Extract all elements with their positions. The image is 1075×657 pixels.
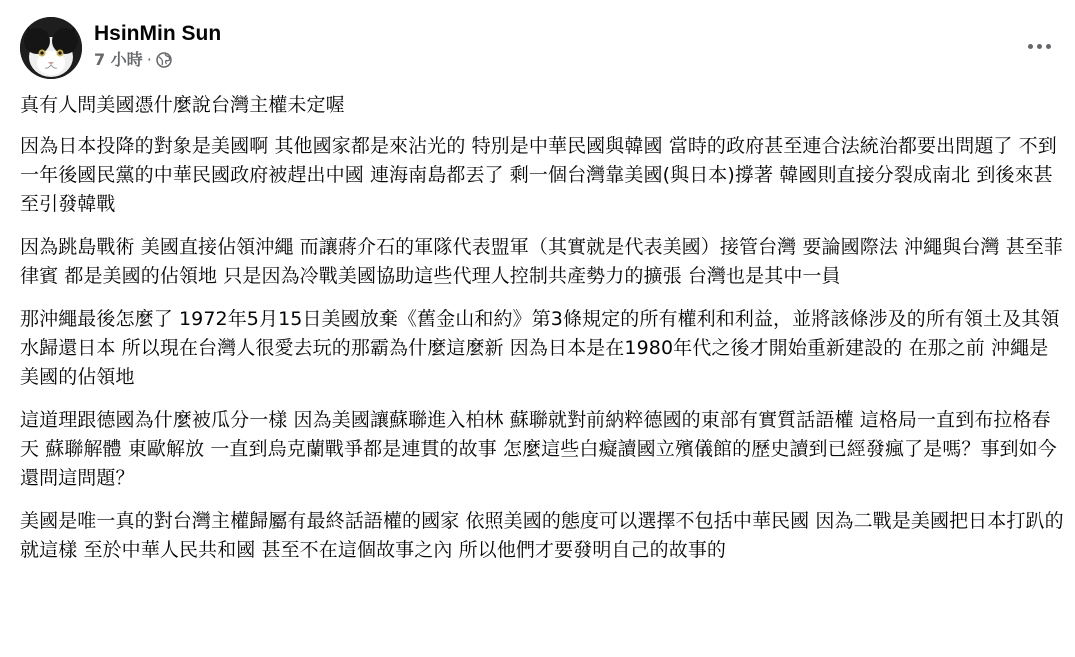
author-avatar[interactable] xyxy=(20,17,82,79)
post-paragraph: 因為跳島戰術 美國直接佔領沖繩 而讓蔣介石的軍隊代表盟軍（其實就是代表美國）接管台灣 要論國際法 沖繩與台灣 甚至菲律賓 都是美國的佔領地 只是因為冷戰美國協助這些代理人控制共產勢力的擴張 台灣也是其中一員 xyxy=(20,236,1064,287)
post-body xyxy=(20,91,1065,579)
globe-icon[interactable] xyxy=(156,52,172,68)
separator-dot: · xyxy=(146,50,152,69)
cat-avatar-icon xyxy=(20,17,82,79)
post-paragraph: 美國是唯一真的對台灣主權歸屬有最終話語權的國家 依照美國的態度可以選擇不包括中華民國 因為二戰是美國把日本打趴的 就這樣 至於中華人民共和國 甚至不在這個故事之內 所以他們才要發明自己的故事的 xyxy=(20,510,1064,561)
post-meta xyxy=(94,17,221,70)
more-options-dot-icon xyxy=(1028,44,1033,49)
more-options-dot-icon xyxy=(1037,44,1042,49)
post-subline xyxy=(94,50,221,70)
post-header xyxy=(20,17,221,79)
post-paragraph: 真有人問美國憑什麼說台灣主權未定喔 xyxy=(20,94,345,116)
post-timestamp[interactable]: 7 小時 xyxy=(94,50,143,69)
post-paragraph: 因為日本投降的對象是美國啊 其他國家都是來沾光的 特別是中華民國與韓國 當時的政府甚至連合法統治都要出問題了 不到一年後國民黨的中華民國政府被趕出中國 連海南島都丟了 剩一個台灣靠美國(與日本)撐著 韓國則直接分裂成南北 到後來甚至引發韓戰 xyxy=(20,135,1057,215)
more-options-dot-icon xyxy=(1046,44,1051,49)
author-name[interactable]: HsinMin Sun xyxy=(94,22,222,45)
more-options-button[interactable] xyxy=(1021,28,1057,64)
post-paragraph: 那沖繩最後怎麼了 1972年5月15日美國放棄《舊金山和約》第3條規定的所有權利和利益，並將該條涉及的所有領土及其領水歸還日本 所以現在台灣人很愛去玩的那霸為什麼這麼新 因為日本是在1980年代之後才開始重新建設的 在那之前 沖繩是美國的佔領地 xyxy=(20,308,1060,388)
post-paragraph: 這道理跟德國為什麼被瓜分一樣 因為美國讓蘇聯進入柏林 蘇聯就對前納粹德國的東部有實質話語權 這格局一直到布拉格春天 蘇聯解體 東歐解放 一直到烏克蘭戰爭都是連貫的故事 怎麼這些白癡讀國立殯儀館的歷史讀到已經發瘋了是嗎？事到如今還問這問題？ xyxy=(20,409,1057,489)
